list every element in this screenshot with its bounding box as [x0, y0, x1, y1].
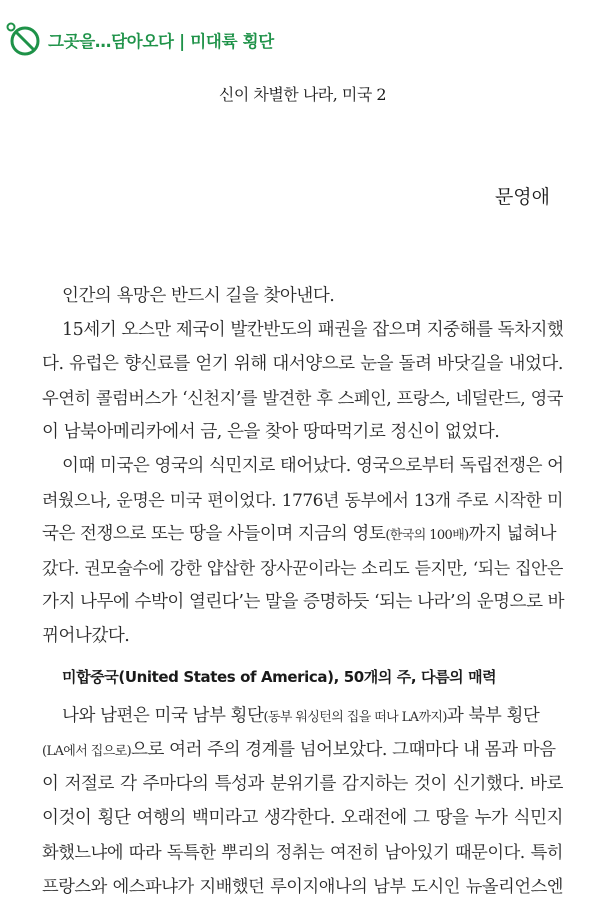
body-line — [42, 736, 556, 761]
body-text: 으로 여러 주의 경계를 넘어보았다. 그때마다 내 몸과 마음 — [131, 740, 556, 760]
body-line — [62, 702, 539, 727]
body-line: 갔다. 권모술수에 강한 얍삽한 장사꾼이라는 소리도 듣지만, ‘되는 집안은 — [42, 559, 563, 579]
body-line: 뀌어나갔다. — [42, 626, 130, 646]
body-text: 나와 남편은 미국 남부 횡단 — [62, 706, 264, 726]
body-line: 15세기 오스만 제국이 발칸반도의 패권을 잡으며 지중해를 독차지했 — [62, 320, 564, 340]
body-line: 이 저절로 각 주마다의 특성과 분위기를 감지하는 것이 신기했다. 바로 — [42, 774, 563, 794]
body-line: 다. 유럽은 향신료를 얻기 위해 대서양으로 눈을 돌려 바닷길을 내었다. — [42, 354, 563, 374]
parenthetical-note: (LA에서 집으로) — [42, 744, 132, 759]
body-line: 이 남북아메리카에서 금, 은을 찾아 땅따먹기로 정신이 없었다. — [42, 422, 500, 442]
parenthetical-note: (한국의 100배) — [385, 528, 469, 543]
body-line: 이때 미국은 영국의 식민지로 태어났다. 영국으로부터 독립전쟁은 어 — [62, 456, 564, 476]
body-text: 과 북부 횡단 — [446, 706, 540, 726]
body-text: 까지 넓혀나 — [468, 524, 557, 544]
body-line: 화했느냐에 따라 독특한 뿌리의 정취는 여전히 남아있기 때문이다. 특히 — [42, 843, 563, 863]
author-name: 문영애 — [494, 186, 550, 208]
header-series-title: 그곳을…담아오다 | 미대륙 횡단 — [48, 32, 274, 51]
body-line: 프랑스와 에스파냐가 지배했던 루이지애나의 남부 도시인 뉴올리언스엔 — [42, 877, 563, 897]
body-line: 우연히 콜럼버스가 ‘신천지’를 발견한 후 스페인, 프랑스, 네덜란드, 영국 — [42, 389, 563, 409]
body-line: 인간의 욕망은 반드시 길을 찾아낸다. — [62, 286, 335, 306]
body-line: 이것이 횡단 여행의 백미라고 생각한다. 오래전에 그 땅을 누가 식민지 — [42, 808, 563, 828]
body-text: 국은 전쟁으로 또는 땅을 사들이며 지금의 영토 — [42, 524, 386, 544]
body-line: 려웠으나, 운명은 미국 편이었다. 1776년 동부에서 13개 주로 시작한 미 — [42, 491, 563, 511]
body-line: 가지 나무에 수박이 열린다’는 말을 증명하듯 ‘되는 나라’의 운명으로 바 — [42, 592, 565, 612]
no-sign-logo-icon — [6, 22, 42, 58]
body-line — [42, 520, 556, 545]
section-subheading: 미합중국(United States of America), 50개의 주, 다름의 매력 — [62, 668, 497, 686]
page-title: 신이 차별한 나라, 미국 2 — [218, 85, 387, 104]
parenthetical-note: (동부 워싱턴의 집을 떠나 LA까지) — [263, 710, 447, 725]
series-header — [6, 22, 274, 58]
